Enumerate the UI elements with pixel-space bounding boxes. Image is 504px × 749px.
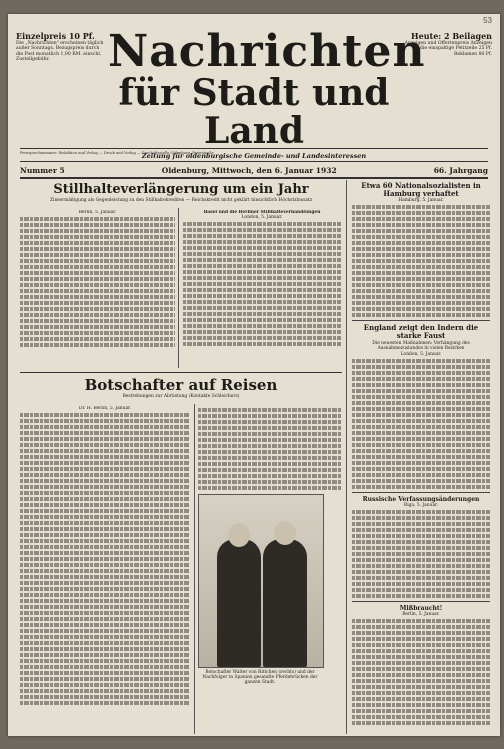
hamburg-dateline: Hamburg, 5. Januar. [398,198,444,203]
masthead-tagline: Zeitung für oldenburgische Gemeinde- und Landesinteressen [141,152,367,160]
masthead-title-line1: Nachrichten [108,26,426,77]
supplement-box-text: Anzeigen und Offertenpreis Anzeigen die einspaltige Petitzeile 25 Pf. Reklamen 80 Pf. [404,41,492,57]
divider [194,404,195,734]
russia-headline: Russische Verfassungsänderungen [362,496,480,503]
botschafter-dateline: Dr. H. Berlin, 5. Januar. [78,406,132,411]
photo-figure-left [217,539,261,667]
russia-dateline: Riga, 5. Januar. [403,503,439,508]
newspaper-page [8,14,500,736]
issue-line [20,164,488,176]
masthead-title-line2: für Stadt und Land [118,72,390,152]
rule-info [20,161,488,162]
right-column [352,182,490,732]
lead-headline: Stillhalteverlängerung um ein Jahr [53,182,309,197]
warning-headline: Mißbraucht! [399,605,443,612]
botschafter-col-1 [20,406,190,732]
rule-lead [20,372,342,373]
england-headline: England zeigt den Indern die starke Faust [363,323,479,340]
rule-top [20,148,488,149]
rule-issue [20,177,488,179]
lead-section: Basel und die Berliner Stillhalteverhandlungen [203,210,321,215]
price-box-text: Die „Nachrichten" erscheinen täglich außer Sonntags. Bezugspreis durch die Post monatlich 1,90 RM. einschl. Zustellgebühr. [16,41,104,63]
photo-caption: Botschafter Walter von Rittchen (rechts) und der Nachfolger in Spanien gesandte Pferdebrücken der ganzen Stadt. [202,670,318,685]
masthead [108,26,426,160]
photo-figure-right [263,539,307,667]
warning-dateline: Berlin, 5. Januar. [402,612,440,617]
lead-col-1 [20,210,175,370]
price-box [16,32,104,63]
divider [178,208,179,368]
photo-two-men [198,494,324,668]
supplement-box-title: Heute: 2 Beilagen [411,31,492,41]
lead-subhead: Zinsermäßigung als Gegenleistung zu den Stillhaltekrediten — Reichskredit nicht geklärt hinsichtlich Höchstzinssatz [49,198,313,203]
supplement-box [404,32,492,57]
issue-year: 66. Jahrgang [433,165,488,175]
lead-second-dateline: London, 5. Januar. [241,215,283,220]
issue-number: Nummer 5 [20,165,65,175]
page-number: 53 [483,16,492,25]
lead-col-2 [183,210,341,370]
england-subhead: Die neuesten Maßnahmen: Verhängung des Ausnahmezustandes in vielen Bezirken [372,341,470,351]
england-dateline: London, 5. Januar. [400,352,442,357]
photo-head-left [228,523,250,547]
issue-place-date: Oldenburg, Mittwoch, den 6. Januar 1932 [161,165,337,175]
hamburg-headline: Etwa 60 Nationalsozialisten in Hamburg verhaftet [361,182,481,198]
lead-dateline: Berlin, 5. Januar. [78,210,117,215]
botschafter-head [20,378,342,398]
divider [346,180,347,734]
botschafter-headline: Botschafter auf Reisen [84,378,278,394]
botschafter-subhead: Bestrebungen zur Abrüstung (Kontakte Schleichers) [122,394,240,398]
price-box-title: Einzelpreis 10 Pf. [16,31,95,41]
info-line: Fernsprechnummer: Redaktion und Verlag — Druck und Verlag — Geschäftsstelle Oldenburg, Peterstraße [20,151,214,155]
photo-head-right [274,521,296,545]
botschafter-col-2 [198,406,342,490]
